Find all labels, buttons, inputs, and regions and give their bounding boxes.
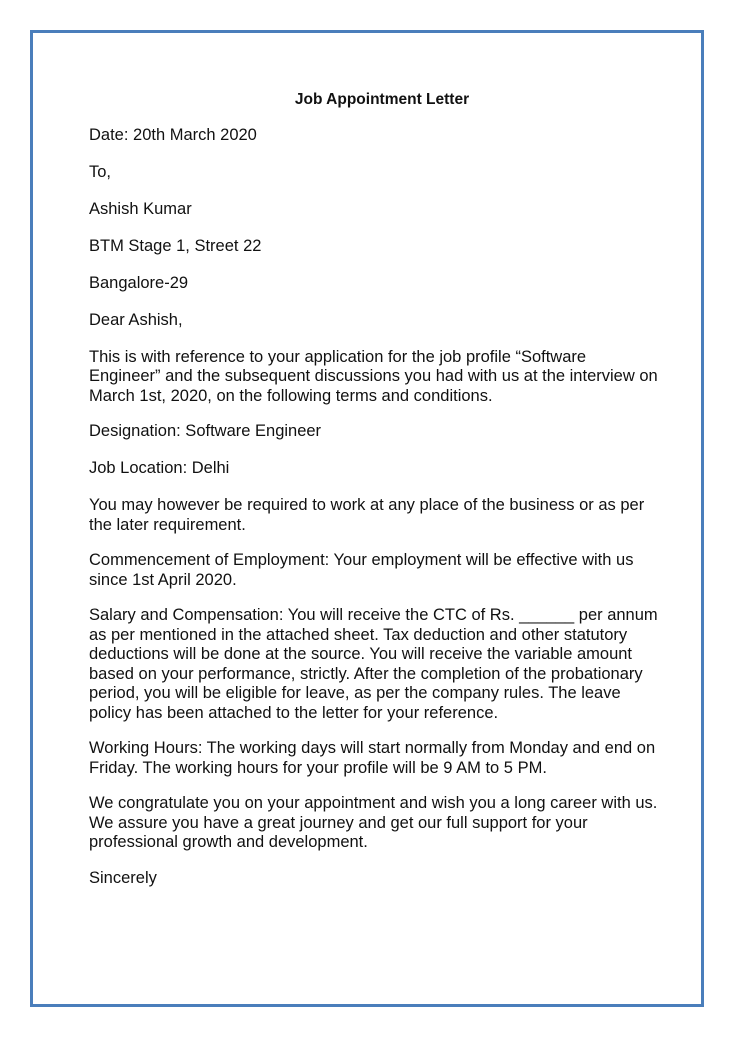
paragraph-congratulations: We congratulate you on your appointment and wish you a long career with us. We assure you have a great journey and get our full support for your professional growth and development. [89,794,658,851]
to-line: To, [89,162,112,181]
letter-title: Job Appointment Letter [294,91,470,108]
address-line-2: Bangalore-29 [89,273,189,292]
paragraph-job-location: Job Location: Delhi [89,459,230,477]
paragraph-working-hours: Working Hours: The working days will start normally from Monday and end on Friday. The working hours for your profile will be 9 AM to 5 PM. [89,739,656,777]
paragraph-work-place: You may however be required to work at any place of the business or as per the later requirement. [89,496,645,534]
letter-body [89,90,659,906]
paragraph-designation: Designation: Software Engineer [89,422,322,440]
address-line-1: BTM Stage 1, Street 22 [89,236,262,255]
closing: Sincerely [89,868,157,887]
letter-date: Date: 20th March 2020 [89,125,257,144]
recipient-name: Ashish Kumar [89,199,192,218]
paragraph-salary: Salary and Compensation: You will receive the CTC of Rs. ______ per annum as per mentioned in the attached sheet. Tax deduction and other statutory deductions will be done at the source. You will receive the variable amount based on your performance, strictly. After the completion of the probationary period, you will be eligible for leave, as per the company rules. The leave policy has been attached to the letter for your reference. [89,606,658,722]
paragraph-reference: This is with reference to your application for the job profile “Software Engineer” and the subsequent discussions you had with us at the interview on March 1st, 2020, on the following terms and conditions. [89,347,658,405]
paragraph-commencement: Commencement of Employment: Your employment will be effective with us since 1st April 2020. [89,551,634,589]
salutation: Dear Ashish, [89,310,183,329]
